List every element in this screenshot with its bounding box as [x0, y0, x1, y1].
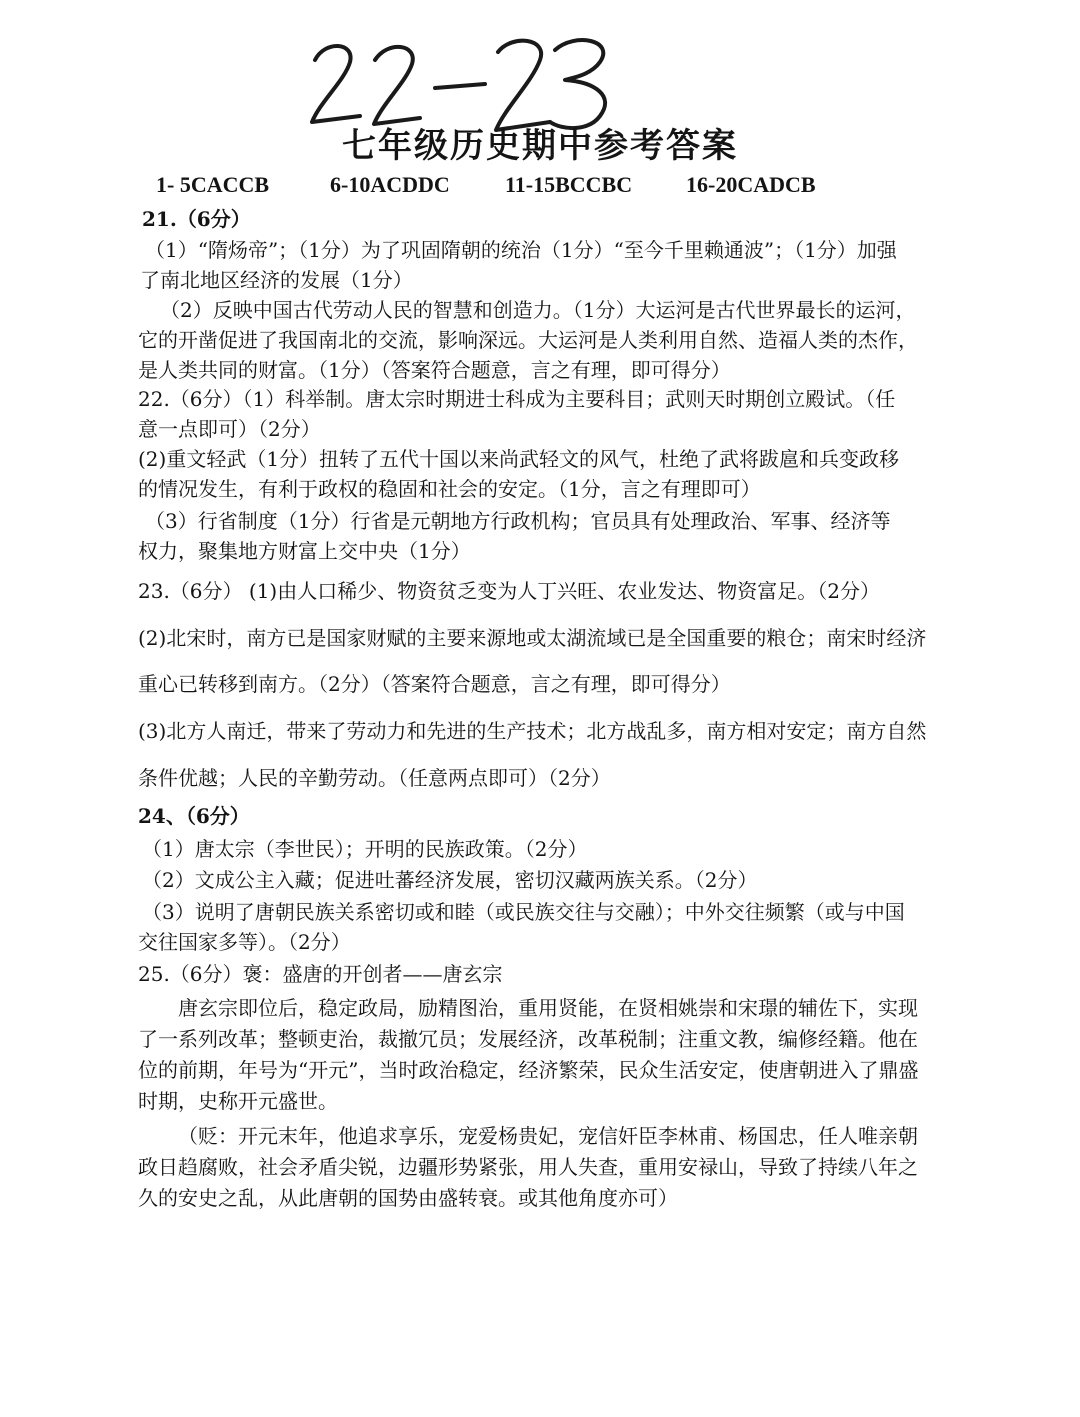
q21-part2-line3: 是人类共同的财富。（1分）（答案符合题意，言之有理，即可得分） [138, 358, 731, 382]
q24-part3-line1: （3）说明了唐朝民族关系密切或和睦（或民族交往与交融）；中外交往频繁（或与中国 [142, 900, 905, 924]
q22-part3-line2: 权力，聚集地方财富上交中央（1分） [138, 539, 471, 563]
q22-part2-line1: (2)重文轻武（1分）扭转了五代十国以来尚武轻文的风气，杜绝了武将跋扈和兵变政移 [138, 447, 900, 471]
q25-heading: 25.（6分）褒：盛唐的开创者——唐玄宗 [138, 962, 503, 986]
q21-part2-line1: （2）反映中国古代劳动人民的智慧和创造力。（1分）大运河是古代世界最长的运河， [160, 298, 916, 322]
q22-part2-line2: 的情况发生，有利于政权的稳固和社会的安定。（1分，言之有理即可） [138, 477, 761, 501]
q25-praise-line3: 位的前期，年号为“开元”，当时政治稳定，经济繁荣，民众生活安定，使唐朝进入了鼎盛 [138, 1058, 919, 1082]
q22-line1: 22.（6分）（1）科举制。唐太宗时期进士科成为主要科目；武则天时期创立殿试。（任 [138, 387, 896, 411]
q24-part3-line2: 交往国家多等）。（2分） [138, 930, 351, 954]
q23-part1: 23.（6分） (1)由人口稀少、物资贫乏变为人丁兴旺、农业发达、物资富足。（2分） [138, 579, 880, 603]
mc-answers-1-5: 1- 5CACCB [156, 172, 270, 197]
q22-line2: 意一点即可）（2分） [138, 417, 321, 441]
q24-part2: （2）文成公主入藏；促进吐蕃经济发展，密切汉藏两族关系。（2分） [142, 868, 758, 892]
q25-praise-line1: 唐玄宗即位后，稳定政局，励精图治，重用贤能，在贤相姚崇和宋璟的辅佐下，实现 [178, 996, 918, 1020]
q25-praise-line4: 时期，史称开元盛世。 [138, 1089, 338, 1113]
q23-part2-line1: (2)北宋时，南方已是国家财赋的主要来源地或太湖流域已是全国重要的粮仓；南宋时经济 [138, 626, 927, 650]
mc-answers-6-10: 6-10ACDDC [330, 172, 450, 197]
q25-praise-line2: 了一系列改革；整顿吏治，裁撤冗员；发展经济，改革税制；注重文教，编修经籍。他在 [138, 1027, 918, 1051]
q25-criticism-line1: （贬：开元末年，他追求享乐，宠爱杨贵妃，宠信奸臣李林甫、杨国忠，任人唯亲朝 [178, 1124, 918, 1148]
q21-heading: 21.（6分） [142, 207, 251, 231]
q22-part3-line1: （3）行省制度（1分）行省是元朝地方行政机构；官员具有处理政治、军事、经济等 [145, 509, 891, 533]
q24-heading: 24、（6分） [138, 804, 250, 828]
q25-criticism-line2: 政日趋腐败，社会矛盾尖锐，边疆形势紧张，用人失查，重用安禄山，导致了持续八年之 [138, 1155, 918, 1179]
q21-part2-line2: 它的开凿促进了我国南北的交流，影响深远。大运河是人类利用自然、造福人类的杰作， [138, 328, 918, 352]
q23-part3-line2: 条件优越；人民的辛勤劳动。（任意两点即可）（2分） [138, 766, 611, 790]
q23-part3-line1: (3)北方人南迁，带来了劳动力和先进的生产技术；北方战乱多，南方相对安定；南方自然 [138, 719, 927, 743]
q23-part2-line2: 重心已转移到南方。（2分）（答案符合题意，言之有理，即可得分） [138, 672, 731, 696]
q21-part1-line1: （1）“隋炀帝”；（1分）为了巩固隋朝的统治（1分）“至今千里赖通波”；（1分）加强 [145, 238, 897, 262]
page-title: 七年级历史期中参考答案 [342, 126, 738, 166]
q21-part1-line2: 了南北地区经济的发展（1分） [140, 268, 413, 292]
mc-answers-16-20: 16-20CADCB [686, 172, 816, 197]
mc-answers-11-15: 11-15BCCBC [505, 172, 633, 197]
q24-part1: （1）唐太宗（李世民）；开明的民族政策。（2分） [142, 837, 588, 861]
q25-criticism-line3: 久的安史之乱，从此唐朝的国势由盛转衰。或其他角度亦可） [138, 1186, 678, 1210]
